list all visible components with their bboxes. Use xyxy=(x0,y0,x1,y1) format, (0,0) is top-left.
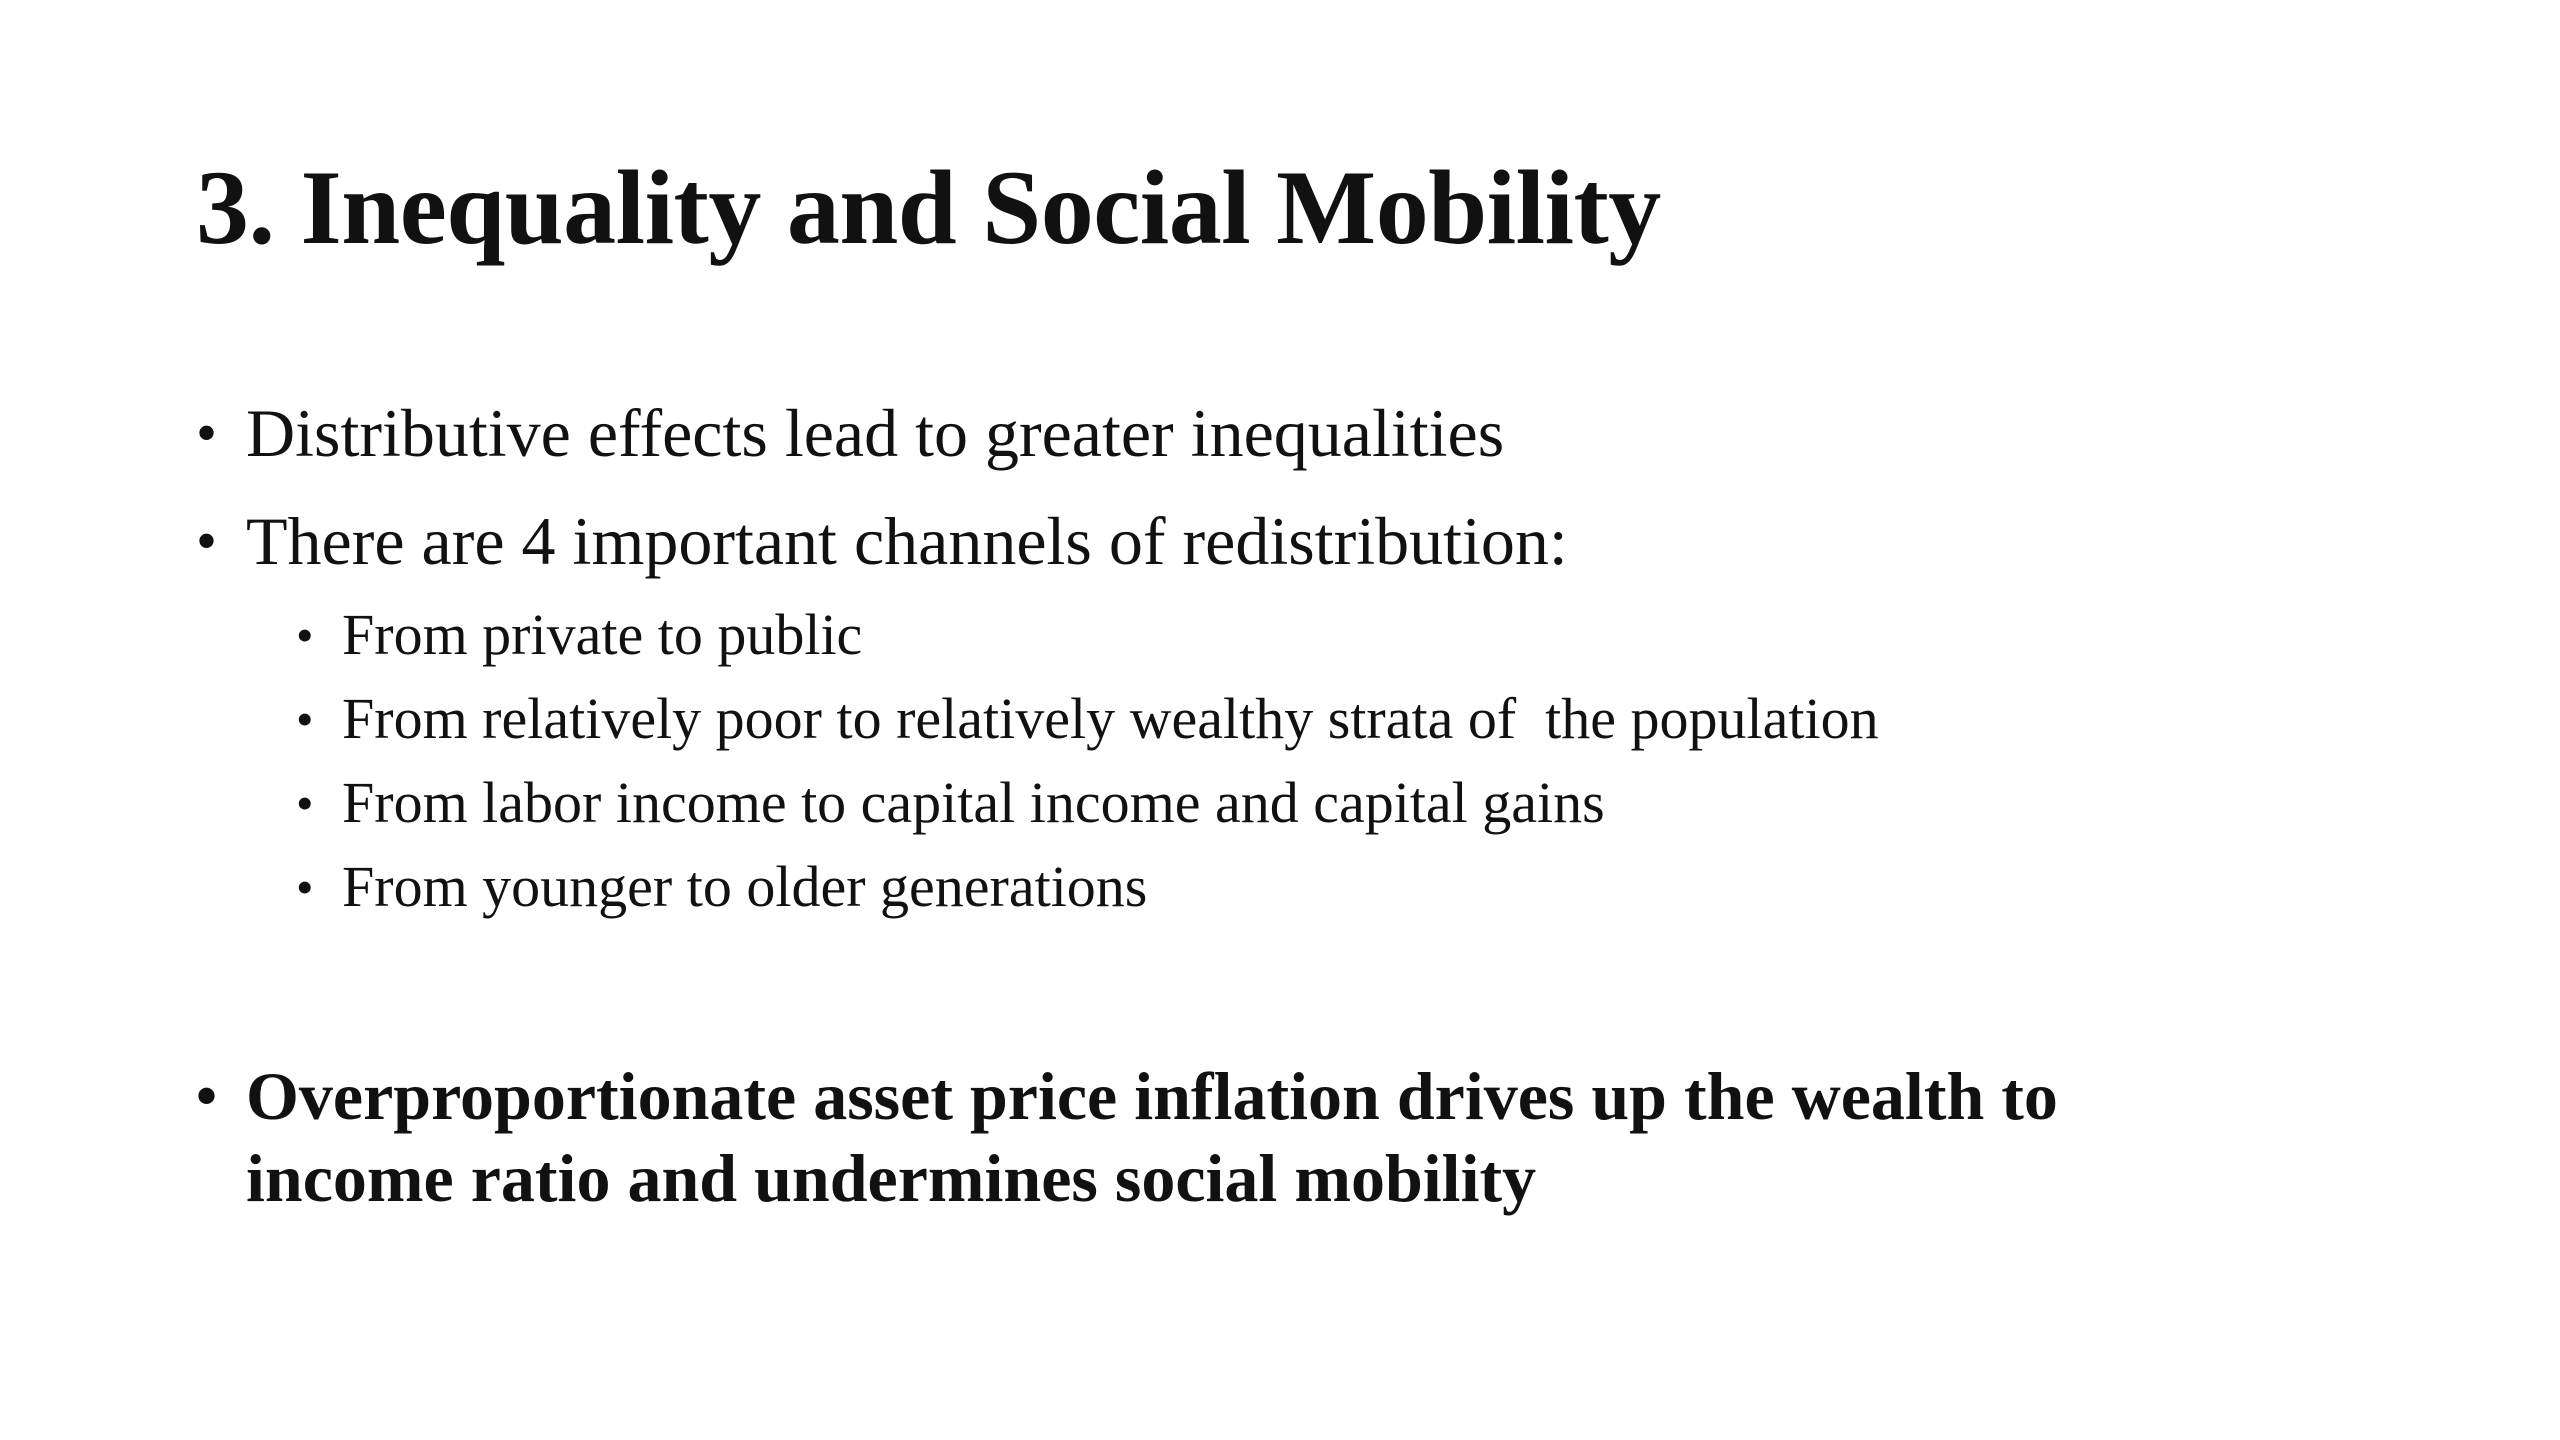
sub-bullet-text: From younger to older generations xyxy=(342,854,1148,919)
sub-bullet-text: From relatively poor to relatively wealthy strata of the population xyxy=(342,686,1879,751)
bullet-dot: • xyxy=(196,400,218,466)
bold-bullet-line-2: income ratio and undermines social mobility xyxy=(246,1140,1537,1216)
sub-bullet-text: From private to public xyxy=(342,602,863,667)
bullet-dot: • xyxy=(296,775,314,831)
bullet-dot: • xyxy=(296,859,314,915)
sub-bullet-item xyxy=(296,600,862,670)
sub-bullet-item xyxy=(296,852,1147,922)
bullet-dot: • xyxy=(196,1063,218,1129)
bullet-dot: • xyxy=(196,508,218,574)
slide-title: 3. Inequality and Social Mobility xyxy=(196,149,1661,266)
bullet-dot: • xyxy=(296,607,314,663)
bullet-item xyxy=(196,500,1568,582)
bullet-item xyxy=(196,392,1504,474)
bold-bullet-line-1: Overproportionate asset price inflation drives up the wealth to xyxy=(246,1058,2058,1134)
sub-bullet-item xyxy=(296,768,1605,838)
bullet-dot: • xyxy=(296,691,314,747)
bullet-text: Distributive effects lead to greater inequalities xyxy=(246,395,1505,471)
bullet-text: There are 4 important channels of redistribution: xyxy=(246,503,1568,579)
sub-bullet-text: From labor income to capital income and capital gains xyxy=(342,770,1605,835)
sub-bullet-item xyxy=(296,684,1879,754)
bold-bullet-item xyxy=(196,1055,2246,1219)
